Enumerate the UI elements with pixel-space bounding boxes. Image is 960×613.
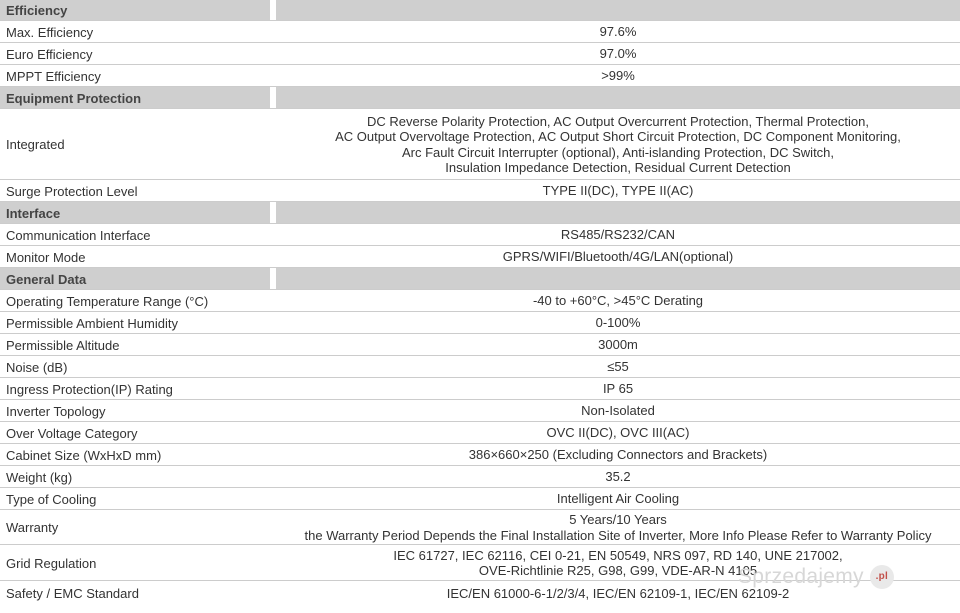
- spec-value-line: OVE-Richtlinie R25, G98, G99, VDE-AR-N 4105: [478, 563, 758, 578]
- spec-value: [276, 21, 960, 43]
- spec-label: Over Voltage Category: [6, 425, 138, 441]
- spec-row: [0, 334, 960, 356]
- spec-value: [276, 0, 960, 21]
- spec-label: Operating Temperature Range (°C): [6, 293, 209, 309]
- spec-label: Permissible Ambient Humidity: [6, 315, 178, 331]
- spec-row: [0, 356, 960, 378]
- spec-row: [0, 109, 960, 180]
- spec-row: [0, 510, 960, 545]
- spec-value: [276, 43, 960, 65]
- spec-label: Integrated: [6, 137, 65, 152]
- spec-value: [276, 312, 960, 334]
- spec-value-line: 5 Years/10 Years: [569, 512, 667, 527]
- spec-value: [276, 378, 960, 400]
- spec-value: [276, 65, 960, 87]
- spec-label: Grid Regulation: [6, 555, 97, 571]
- spec-value: [276, 87, 960, 109]
- spec-value-line: Arc Fault Circuit Interrupter (optional), Anti-islanding Protection, DC Switch,: [401, 144, 835, 160]
- spec-value-line: 35.2: [605, 469, 631, 485]
- spec-row: [0, 224, 960, 246]
- spec-value: [276, 356, 960, 378]
- spec-value: [276, 109, 960, 180]
- spec-row: [0, 378, 960, 400]
- spec-row: [0, 488, 960, 510]
- spec-row: [0, 312, 960, 334]
- spec-value-line: IEC 61727, IEC 62116, CEI 0-21, EN 50549, NRS 097, RD 140, UNE 217002,: [393, 547, 843, 563]
- spec-value: [276, 202, 960, 224]
- spec-value-line: -40 to +60°C, >45°C Derating: [532, 293, 704, 309]
- spec-value: [276, 510, 960, 545]
- spec-label: Monitor Mode: [6, 249, 86, 265]
- spec-row: [0, 65, 960, 87]
- spec-value: [276, 444, 960, 466]
- spec-value-line: 386×660×250 (Excluding Connectors and Brackets): [468, 447, 768, 463]
- spec-label: Weight (kg): [6, 469, 73, 485]
- spec-value-line: 0-100%: [595, 315, 641, 331]
- spec-value-line: 97.6%: [599, 24, 637, 40]
- spec-value: [276, 400, 960, 422]
- section-title: Interface: [0, 202, 270, 224]
- spec-value-line: OVC II(DC), OVC III(AC): [546, 425, 690, 441]
- spec-value-line: TYPE II(DC), TYPE II(AC): [542, 183, 694, 199]
- spec-label: Type of Cooling: [6, 491, 97, 507]
- section-title: Equipment Protection: [0, 87, 270, 109]
- spec-label: Safety / EMC Standard: [6, 586, 139, 601]
- spec-value-line: DC Reverse Polarity Protection, AC Output Overcurrent Protection, Thermal Protection,: [367, 113, 869, 129]
- spec-value-line: Insulation Impedance Detection, Residual Current Detection: [445, 160, 791, 175]
- spec-row: [0, 466, 960, 488]
- spec-value: [276, 180, 960, 202]
- spec-value-line: >99%: [601, 68, 635, 84]
- spec-row: [0, 21, 960, 43]
- spec-value-line: Non-Isolated: [581, 403, 655, 419]
- spec-value: [276, 290, 960, 312]
- section-title: General Data: [0, 268, 270, 290]
- spec-label: Euro Efficiency: [6, 46, 93, 62]
- spec-row: [0, 180, 960, 202]
- spec-row: [0, 43, 960, 65]
- spec-value-line: the Warranty Period Depends the Final Installation Site of Inverter, More Info Please Refer to Warranty Policy: [304, 527, 932, 543]
- spec-row: [0, 400, 960, 422]
- spec-label: Cabinet Size (WxHxD mm): [6, 447, 162, 463]
- spec-value-line: Intelligent Air Cooling: [556, 491, 680, 507]
- spec-value-line: 3000m: [598, 337, 638, 353]
- spec-row: [0, 422, 960, 444]
- spec-row: [0, 290, 960, 312]
- section-header: [0, 268, 960, 290]
- spec-value-line: GPRS/WIFI/Bluetooth/4G/LAN(optional): [502, 249, 734, 265]
- section-header: [0, 0, 960, 21]
- watermark-text: Sprzedajemy: [738, 565, 864, 588]
- spec-label: Warranty: [6, 520, 59, 535]
- watermark: [738, 560, 944, 594]
- section-title: Efficiency: [0, 0, 270, 21]
- spec-label: Permissible Altitude: [6, 337, 120, 353]
- spec-value-line: AC Output Overvoltage Protection, AC Output Short Circuit Protection, DC Component Monitoring,: [335, 129, 901, 144]
- spec-value-line: IP 65: [602, 381, 634, 397]
- spec-value: [276, 422, 960, 444]
- spec-value-line: RS485/RS232/CAN: [560, 227, 676, 243]
- spec-label: Max. Efficiency: [6, 24, 94, 40]
- spec-value: [276, 224, 960, 246]
- spec-label: MPPT Efficiency: [6, 68, 101, 84]
- spec-label: Noise (dB): [6, 359, 68, 375]
- spec-value-line: ≤55: [607, 359, 629, 375]
- spec-value: [276, 334, 960, 356]
- section-header: [0, 87, 960, 109]
- spec-label: Inverter Topology: [6, 403, 106, 419]
- watermark-badge: .pl: [870, 565, 894, 589]
- spec-value: [276, 268, 960, 290]
- section-header: [0, 202, 960, 224]
- spec-label: Ingress Protection(IP) Rating: [6, 381, 173, 397]
- spec-label: Surge Protection Level: [6, 183, 138, 199]
- spec-value: [276, 246, 960, 268]
- spec-row: [0, 246, 960, 268]
- spec-value: [276, 466, 960, 488]
- spec-value-line: 97.0%: [599, 46, 637, 62]
- spec-row: [0, 444, 960, 466]
- spec-label: Communication Interface: [6, 227, 151, 243]
- spec-value: [276, 488, 960, 510]
- spec-value-line: IEC/EN 61000-6-1/2/3/4, IEC/EN 62109-1, IEC/EN 62109-2: [446, 585, 790, 601]
